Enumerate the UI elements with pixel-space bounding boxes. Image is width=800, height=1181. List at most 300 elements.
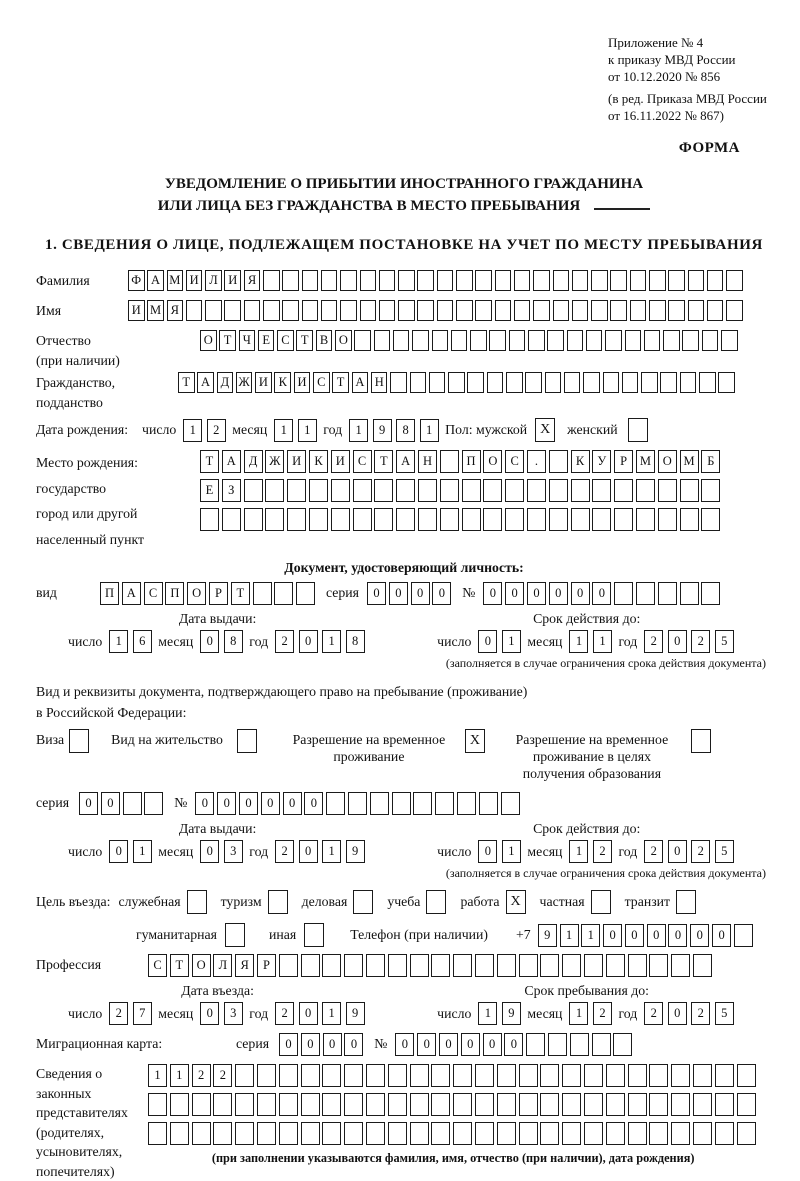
- char-cell[interactable]: [456, 270, 473, 291]
- char-cell[interactable]: [514, 270, 531, 291]
- char-cell[interactable]: 0: [109, 840, 128, 863]
- char-cell[interactable]: [549, 479, 568, 502]
- char-cell[interactable]: 0: [712, 924, 731, 947]
- char-cell[interactable]: Ч: [239, 330, 256, 351]
- char-cell[interactable]: [636, 479, 655, 502]
- char-cell[interactable]: 1: [569, 630, 588, 653]
- char-cell[interactable]: Л: [213, 954, 232, 977]
- char-cell[interactable]: И: [186, 270, 203, 291]
- char-cell[interactable]: [584, 1064, 603, 1087]
- char-cell[interactable]: [636, 508, 655, 531]
- char-cell[interactable]: [370, 792, 389, 815]
- char-cell[interactable]: [451, 330, 468, 351]
- char-cell[interactable]: [388, 1093, 407, 1116]
- char-cell[interactable]: [287, 479, 306, 502]
- char-cell[interactable]: 0: [217, 792, 236, 815]
- char-cell[interactable]: [340, 270, 357, 291]
- char-cell[interactable]: 1: [322, 840, 341, 863]
- char-cell[interactable]: [348, 792, 367, 815]
- char-cell[interactable]: 2: [593, 1002, 612, 1025]
- char-cell[interactable]: [630, 270, 647, 291]
- char-cell[interactable]: [649, 270, 666, 291]
- char-cell[interactable]: [360, 300, 377, 321]
- char-cell[interactable]: 0: [367, 582, 386, 605]
- char-cell[interactable]: 5: [715, 840, 734, 863]
- char-cell[interactable]: И: [128, 300, 145, 321]
- char-cell[interactable]: 0: [549, 582, 568, 605]
- char-cell[interactable]: [200, 508, 219, 531]
- sex-female-checkbox[interactable]: [628, 418, 648, 442]
- char-cell[interactable]: [456, 300, 473, 321]
- char-cell[interactable]: Я: [244, 270, 261, 291]
- char-cell[interactable]: 0: [668, 840, 687, 863]
- char-cell[interactable]: [410, 954, 429, 977]
- char-cell[interactable]: [527, 479, 546, 502]
- char-cell[interactable]: П: [165, 582, 184, 605]
- char-cell[interactable]: [497, 954, 516, 977]
- char-cell[interactable]: 0: [504, 1033, 523, 1056]
- char-cell[interactable]: Р: [257, 954, 276, 977]
- char-cell[interactable]: И: [287, 450, 306, 473]
- char-cell[interactable]: [418, 508, 437, 531]
- sex-male-checkbox[interactable]: X: [535, 418, 555, 442]
- char-cell[interactable]: [525, 372, 542, 393]
- char-cell[interactable]: [322, 954, 341, 977]
- char-cell[interactable]: [688, 270, 705, 291]
- char-cell[interactable]: [591, 270, 608, 291]
- char-cell[interactable]: 0: [299, 840, 318, 863]
- char-cell[interactable]: Е: [258, 330, 275, 351]
- char-cell[interactable]: [649, 1064, 668, 1087]
- char-cell[interactable]: 1: [349, 419, 368, 442]
- char-cell[interactable]: [584, 1093, 603, 1116]
- char-cell[interactable]: Т: [200, 450, 219, 473]
- char-cell[interactable]: [417, 300, 434, 321]
- char-cell[interactable]: [649, 1093, 668, 1116]
- char-cell[interactable]: Р: [209, 582, 228, 605]
- char-cell[interactable]: 0: [195, 792, 214, 815]
- char-cell[interactable]: [693, 1064, 712, 1087]
- char-cell[interactable]: 0: [411, 582, 430, 605]
- purpose-private-checkbox[interactable]: [591, 890, 611, 914]
- char-cell[interactable]: 0: [603, 924, 622, 947]
- char-cell[interactable]: [340, 300, 357, 321]
- char-cell[interactable]: [354, 330, 371, 351]
- char-cell[interactable]: 2: [207, 419, 226, 442]
- char-cell[interactable]: [734, 924, 753, 947]
- char-cell[interactable]: [235, 1122, 254, 1145]
- char-cell[interactable]: [628, 1122, 647, 1145]
- char-cell[interactable]: 0: [478, 840, 497, 863]
- char-cell[interactable]: 1: [581, 924, 600, 947]
- char-cell[interactable]: О: [335, 330, 352, 351]
- char-cell[interactable]: [331, 508, 350, 531]
- char-cell[interactable]: 3: [224, 840, 243, 863]
- char-cell[interactable]: [453, 1122, 472, 1145]
- char-cell[interactable]: 1: [322, 630, 341, 653]
- char-cell[interactable]: К: [274, 372, 291, 393]
- char-cell[interactable]: 0: [395, 1033, 414, 1056]
- char-cell[interactable]: [680, 508, 699, 531]
- char-cell[interactable]: [470, 330, 487, 351]
- char-cell[interactable]: 2: [109, 1002, 128, 1025]
- char-cell[interactable]: [235, 1064, 254, 1087]
- char-cell[interactable]: [726, 270, 743, 291]
- purpose-work-checkbox[interactable]: X: [506, 890, 526, 914]
- char-cell[interactable]: [392, 792, 411, 815]
- visa-checkbox[interactable]: [69, 729, 89, 753]
- char-cell[interactable]: [353, 508, 372, 531]
- char-cell[interactable]: С: [148, 954, 167, 977]
- char-cell[interactable]: [279, 1093, 298, 1116]
- char-cell[interactable]: [309, 508, 328, 531]
- char-cell[interactable]: Т: [374, 450, 393, 473]
- char-cell[interactable]: [497, 1093, 516, 1116]
- char-cell[interactable]: [483, 479, 502, 502]
- char-cell[interactable]: [192, 1122, 211, 1145]
- char-cell[interactable]: [707, 270, 724, 291]
- char-cell[interactable]: [572, 300, 589, 321]
- char-cell[interactable]: [301, 1064, 320, 1087]
- char-cell[interactable]: 1: [502, 840, 521, 863]
- char-cell[interactable]: [584, 954, 603, 977]
- char-cell[interactable]: [388, 1122, 407, 1145]
- char-cell[interactable]: Д: [217, 372, 234, 393]
- char-cell[interactable]: [453, 1093, 472, 1116]
- char-cell[interactable]: [388, 1064, 407, 1087]
- char-cell[interactable]: [429, 372, 446, 393]
- char-cell[interactable]: 1: [569, 1002, 588, 1025]
- char-cell[interactable]: А: [122, 582, 141, 605]
- char-cell[interactable]: 0: [483, 1033, 502, 1056]
- char-cell[interactable]: [641, 372, 658, 393]
- char-cell[interactable]: Т: [332, 372, 349, 393]
- char-cell[interactable]: [366, 1064, 385, 1087]
- char-cell[interactable]: [213, 1093, 232, 1116]
- char-cell[interactable]: [671, 1093, 690, 1116]
- char-cell[interactable]: [549, 508, 568, 531]
- char-cell[interactable]: [263, 270, 280, 291]
- char-cell[interactable]: [148, 1122, 167, 1145]
- char-cell[interactable]: [613, 1033, 632, 1056]
- char-cell[interactable]: 0: [647, 924, 666, 947]
- char-cell[interactable]: 0: [239, 792, 258, 815]
- char-cell[interactable]: П: [462, 450, 481, 473]
- char-cell[interactable]: 9: [373, 419, 392, 442]
- char-cell[interactable]: [606, 954, 625, 977]
- char-cell[interactable]: [301, 1093, 320, 1116]
- char-cell[interactable]: К: [309, 450, 328, 473]
- char-cell[interactable]: [606, 1093, 625, 1116]
- char-cell[interactable]: [592, 508, 611, 531]
- purpose-transit-checkbox[interactable]: [676, 890, 696, 914]
- char-cell[interactable]: А: [222, 450, 241, 473]
- char-cell[interactable]: 0: [461, 1033, 480, 1056]
- char-cell[interactable]: [605, 330, 622, 351]
- char-cell[interactable]: 1: [478, 1002, 497, 1025]
- char-cell[interactable]: [614, 508, 633, 531]
- char-cell[interactable]: [374, 508, 393, 531]
- char-cell[interactable]: [501, 792, 520, 815]
- char-cell[interactable]: [453, 954, 472, 977]
- char-cell[interactable]: [353, 479, 372, 502]
- char-cell[interactable]: [296, 582, 315, 605]
- char-cell[interactable]: [205, 300, 222, 321]
- char-cell[interactable]: [644, 330, 661, 351]
- char-cell[interactable]: [562, 1064, 581, 1087]
- residence-permit-checkbox[interactable]: [237, 729, 257, 753]
- char-cell[interactable]: [344, 1064, 363, 1087]
- char-cell[interactable]: Я: [235, 954, 254, 977]
- char-cell[interactable]: 2: [644, 630, 663, 653]
- char-cell[interactable]: [309, 479, 328, 502]
- char-cell[interactable]: А: [352, 372, 369, 393]
- char-cell[interactable]: [702, 330, 719, 351]
- char-cell[interactable]: [682, 330, 699, 351]
- char-cell[interactable]: [265, 479, 284, 502]
- char-cell[interactable]: 8: [396, 419, 415, 442]
- char-cell[interactable]: [519, 1122, 538, 1145]
- char-cell[interactable]: [570, 1033, 589, 1056]
- char-cell[interactable]: Е: [200, 479, 219, 502]
- char-cell[interactable]: К: [571, 450, 590, 473]
- char-cell[interactable]: И: [294, 372, 311, 393]
- char-cell[interactable]: [170, 1122, 189, 1145]
- char-cell[interactable]: [614, 582, 633, 605]
- char-cell[interactable]: [671, 954, 690, 977]
- char-cell[interactable]: 0: [668, 630, 687, 653]
- char-cell[interactable]: [282, 270, 299, 291]
- char-cell[interactable]: [453, 1064, 472, 1087]
- char-cell[interactable]: [693, 954, 712, 977]
- char-cell[interactable]: Ж: [236, 372, 253, 393]
- char-cell[interactable]: [302, 300, 319, 321]
- char-cell[interactable]: [344, 1122, 363, 1145]
- char-cell[interactable]: 0: [668, 924, 687, 947]
- char-cell[interactable]: [374, 479, 393, 502]
- char-cell[interactable]: [586, 330, 603, 351]
- purpose-tourism-checkbox[interactable]: [268, 890, 288, 914]
- char-cell[interactable]: 0: [279, 1033, 298, 1056]
- char-cell[interactable]: 2: [192, 1064, 211, 1087]
- char-cell[interactable]: [562, 1093, 581, 1116]
- char-cell[interactable]: 0: [432, 582, 451, 605]
- char-cell[interactable]: [610, 300, 627, 321]
- char-cell[interactable]: [737, 1093, 756, 1116]
- char-cell[interactable]: 0: [592, 582, 611, 605]
- char-cell[interactable]: Т: [231, 582, 250, 605]
- char-cell[interactable]: О: [483, 450, 502, 473]
- char-cell[interactable]: [279, 1122, 298, 1145]
- char-cell[interactable]: [592, 479, 611, 502]
- char-cell[interactable]: [432, 330, 449, 351]
- char-cell[interactable]: [606, 1064, 625, 1087]
- char-cell[interactable]: [331, 479, 350, 502]
- char-cell[interactable]: [410, 1093, 429, 1116]
- char-cell[interactable]: [475, 300, 492, 321]
- char-cell[interactable]: 0: [478, 630, 497, 653]
- char-cell[interactable]: [475, 1064, 494, 1087]
- char-cell[interactable]: [244, 479, 263, 502]
- char-cell[interactable]: [487, 372, 504, 393]
- char-cell[interactable]: [413, 792, 432, 815]
- char-cell[interactable]: [213, 1122, 232, 1145]
- char-cell[interactable]: [301, 1122, 320, 1145]
- char-cell[interactable]: [326, 792, 345, 815]
- char-cell[interactable]: 0: [527, 582, 546, 605]
- char-cell[interactable]: [649, 954, 668, 977]
- char-cell[interactable]: [344, 1093, 363, 1116]
- char-cell[interactable]: 7: [133, 1002, 152, 1025]
- char-cell[interactable]: Ф: [128, 270, 145, 291]
- char-cell[interactable]: С: [353, 450, 372, 473]
- char-cell[interactable]: [257, 1064, 276, 1087]
- char-cell[interactable]: Т: [178, 372, 195, 393]
- char-cell[interactable]: 8: [346, 630, 365, 653]
- char-cell[interactable]: [636, 582, 655, 605]
- char-cell[interactable]: 1: [569, 840, 588, 863]
- char-cell[interactable]: [658, 508, 677, 531]
- char-cell[interactable]: [701, 582, 720, 605]
- char-cell[interactable]: [622, 372, 639, 393]
- char-cell[interactable]: [628, 1064, 647, 1087]
- char-cell[interactable]: [553, 300, 570, 321]
- char-cell[interactable]: [658, 582, 677, 605]
- char-cell[interactable]: [571, 508, 590, 531]
- char-cell[interactable]: 2: [644, 840, 663, 863]
- char-cell[interactable]: 0: [101, 792, 120, 815]
- char-cell[interactable]: [671, 1064, 690, 1087]
- char-cell[interactable]: [715, 1093, 734, 1116]
- char-cell[interactable]: [322, 1093, 341, 1116]
- char-cell[interactable]: [244, 508, 263, 531]
- char-cell[interactable]: М: [167, 270, 184, 291]
- char-cell[interactable]: Л: [205, 270, 222, 291]
- char-cell[interactable]: [418, 479, 437, 502]
- char-cell[interactable]: [567, 330, 584, 351]
- char-cell[interactable]: М: [636, 450, 655, 473]
- char-cell[interactable]: [467, 372, 484, 393]
- char-cell[interactable]: [610, 270, 627, 291]
- char-cell[interactable]: С: [277, 330, 294, 351]
- char-cell[interactable]: 2: [691, 840, 710, 863]
- char-cell[interactable]: .: [527, 450, 546, 473]
- char-cell[interactable]: [649, 300, 666, 321]
- char-cell[interactable]: [540, 1093, 559, 1116]
- char-cell[interactable]: 0: [505, 582, 524, 605]
- char-cell[interactable]: [737, 1064, 756, 1087]
- char-cell[interactable]: И: [224, 270, 241, 291]
- char-cell[interactable]: Н: [371, 372, 388, 393]
- char-cell[interactable]: 1: [274, 419, 293, 442]
- char-cell[interactable]: [321, 300, 338, 321]
- char-cell[interactable]: [547, 330, 564, 351]
- char-cell[interactable]: [440, 479, 459, 502]
- purpose-other-checkbox[interactable]: [304, 923, 324, 947]
- char-cell[interactable]: [322, 1122, 341, 1145]
- char-cell[interactable]: Р: [614, 450, 633, 473]
- char-cell[interactable]: [344, 954, 363, 977]
- char-cell[interactable]: [483, 508, 502, 531]
- char-cell[interactable]: [584, 1122, 603, 1145]
- char-cell[interactable]: [366, 954, 385, 977]
- char-cell[interactable]: [435, 792, 454, 815]
- char-cell[interactable]: [437, 300, 454, 321]
- char-cell[interactable]: И: [331, 450, 350, 473]
- char-cell[interactable]: 0: [668, 1002, 687, 1025]
- char-cell[interactable]: Т: [219, 330, 236, 351]
- char-cell[interactable]: 9: [346, 1002, 365, 1025]
- char-cell[interactable]: [693, 1093, 712, 1116]
- char-cell[interactable]: 2: [593, 840, 612, 863]
- char-cell[interactable]: [396, 479, 415, 502]
- char-cell[interactable]: [658, 479, 677, 502]
- char-cell[interactable]: [721, 330, 738, 351]
- char-cell[interactable]: [144, 792, 163, 815]
- char-cell[interactable]: 0: [299, 630, 318, 653]
- char-cell[interactable]: [475, 1122, 494, 1145]
- char-cell[interactable]: 0: [417, 1033, 436, 1056]
- char-cell[interactable]: [440, 450, 459, 473]
- char-cell[interactable]: 0: [200, 630, 219, 653]
- temporary-residence-checkbox[interactable]: X: [465, 729, 485, 753]
- char-cell[interactable]: [519, 1093, 538, 1116]
- char-cell[interactable]: 1: [148, 1064, 167, 1087]
- char-cell[interactable]: [533, 300, 550, 321]
- char-cell[interactable]: 2: [275, 630, 294, 653]
- purpose-study-checkbox[interactable]: [426, 890, 446, 914]
- char-cell[interactable]: Б: [701, 450, 720, 473]
- char-cell[interactable]: [707, 300, 724, 321]
- char-cell[interactable]: С: [144, 582, 163, 605]
- char-cell[interactable]: [410, 372, 427, 393]
- char-cell[interactable]: [224, 300, 241, 321]
- char-cell[interactable]: 0: [571, 582, 590, 605]
- char-cell[interactable]: [497, 1064, 516, 1087]
- char-cell[interactable]: [649, 1122, 668, 1145]
- char-cell[interactable]: [514, 300, 531, 321]
- char-cell[interactable]: [257, 1093, 276, 1116]
- char-cell[interactable]: 1: [502, 630, 521, 653]
- char-cell[interactable]: [628, 1093, 647, 1116]
- char-cell[interactable]: [235, 1093, 254, 1116]
- char-cell[interactable]: [701, 479, 720, 502]
- char-cell[interactable]: 2: [275, 840, 294, 863]
- char-cell[interactable]: Я: [167, 300, 184, 321]
- char-cell[interactable]: [715, 1064, 734, 1087]
- char-cell[interactable]: [366, 1122, 385, 1145]
- char-cell[interactable]: [527, 508, 546, 531]
- char-cell[interactable]: [489, 330, 506, 351]
- char-cell[interactable]: 8: [224, 630, 243, 653]
- char-cell[interactable]: [410, 1064, 429, 1087]
- char-cell[interactable]: [528, 330, 545, 351]
- char-cell[interactable]: [671, 1122, 690, 1145]
- char-cell[interactable]: 9: [346, 840, 365, 863]
- char-cell[interactable]: [170, 1093, 189, 1116]
- char-cell[interactable]: 0: [304, 792, 323, 815]
- char-cell[interactable]: [699, 372, 716, 393]
- char-cell[interactable]: 0: [283, 792, 302, 815]
- char-cell[interactable]: [398, 270, 415, 291]
- char-cell[interactable]: [606, 1122, 625, 1145]
- char-cell[interactable]: [374, 330, 391, 351]
- char-cell[interactable]: [630, 300, 647, 321]
- char-cell[interactable]: [479, 792, 498, 815]
- char-cell[interactable]: П: [100, 582, 119, 605]
- char-cell[interactable]: О: [187, 582, 206, 605]
- char-cell[interactable]: Т: [170, 954, 189, 977]
